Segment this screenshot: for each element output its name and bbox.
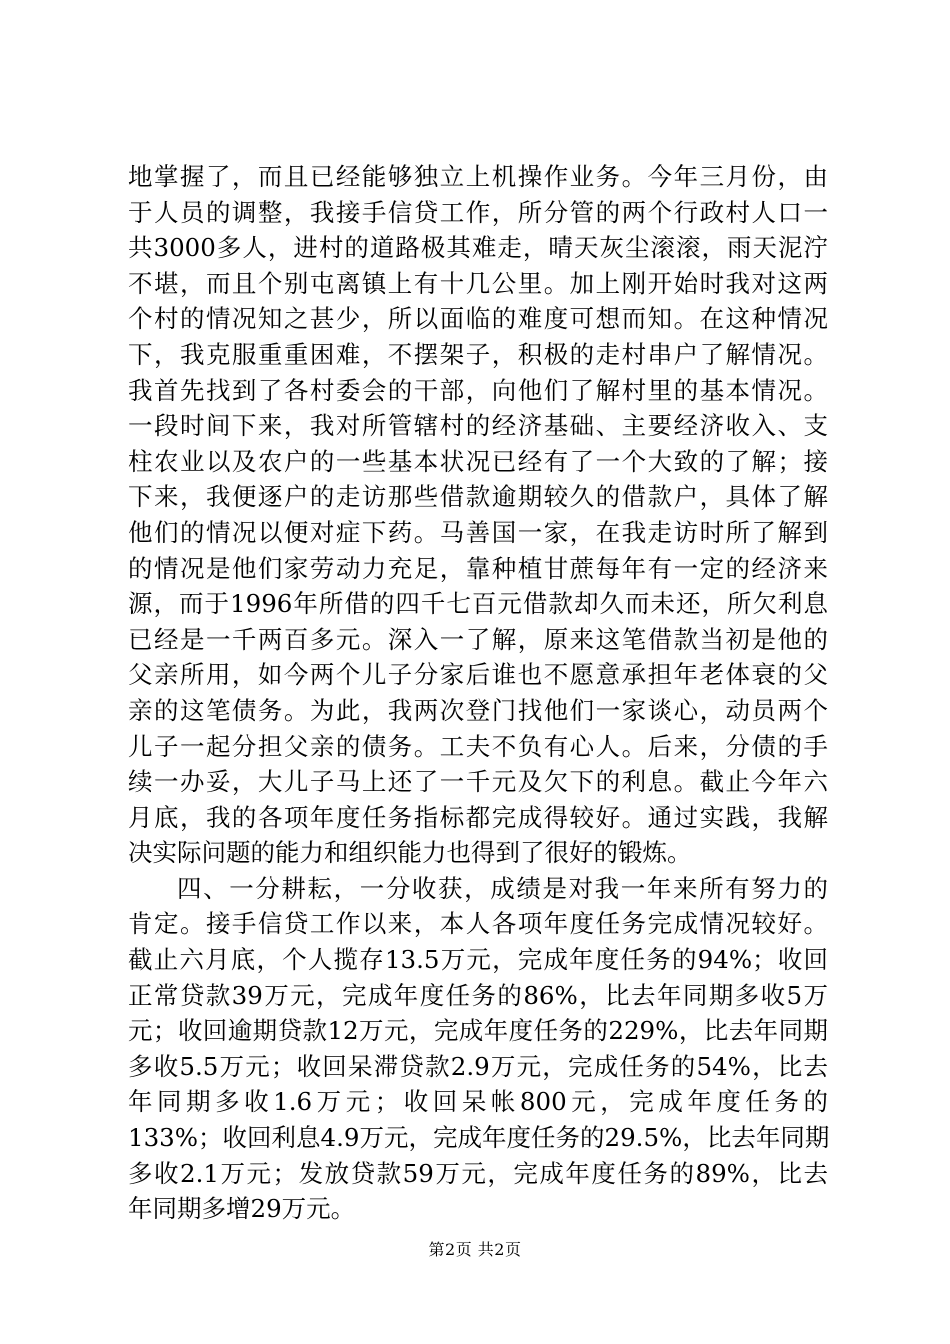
- text-line: 续一办妥，大儿子马上还了一千元及欠下的利息。截止今年六: [128, 767, 828, 797]
- text-line: 的情况是他们家劳动力充足，靠种植甘蔗每年有一定的经济来: [128, 553, 828, 583]
- text-line: 多收5.5万元；收回呆滞贷款2.9万元，完成任务的54%，比去: [128, 1051, 828, 1081]
- text-line: 我首先找到了各村委会的干部，向他们了解村里的基本情况。: [128, 375, 828, 405]
- text-line: 正常贷款39万元，完成年度任务的86%，比去年同期多收5万: [128, 980, 828, 1010]
- text-line: 多收2.1万元；发放贷款59万元，完成年度任务的89%，比去: [128, 1158, 828, 1188]
- text-line: 年同期多增29万元。: [128, 1194, 356, 1224]
- text-line: 年同期多收1.6万元；收回呆帐800元，完成年度任务的: [128, 1087, 828, 1117]
- text-line: 肯定。接手信贷工作以来，本人各项年度任务完成情况较好。: [128, 909, 828, 939]
- text-line: 月底，我的各项年度任务指标都完成得较好。通过实践，我解: [128, 802, 828, 832]
- document-body: [128, 159, 828, 1227]
- text-line: 柱农业以及农户的一些基本状况已经有了一个大致的了解；接: [128, 446, 828, 476]
- text-line: 截止六月底，个人揽存13.5万元，完成年度任务的94%；收回: [128, 945, 828, 975]
- text-line: 他们的情况以便对症下药。马善国一家，在我走访时所了解到: [128, 517, 828, 547]
- text-line: 133%；收回利息4.9万元，完成年度任务的29.5%，比去年同期: [128, 1123, 830, 1153]
- text-line: 儿子一起分担父亲的债务。工夫不负有心人。后来，分债的手: [128, 731, 828, 761]
- text-line: 四、一分耕耘，一分收获，成绩是对我一年来所有努力的: [177, 873, 828, 903]
- text-line: 下来，我便逐户的走访那些借款逾期较久的借款户，具体了解: [128, 482, 828, 512]
- text-line: 个村的情况知之甚少，所以面临的难度可想而知。在这种情况: [128, 304, 828, 334]
- paragraph-1: [128, 159, 828, 871]
- text-line: 已经是一千两百多元。深入一了解，原来这笔借款当初是他的: [128, 624, 828, 654]
- paragraph-2: [128, 871, 828, 1227]
- text-line: 父亲所用，如今两个儿子分家后谁也不愿意承担年老体衰的父: [128, 660, 828, 690]
- text-line: 下，我克服重重困难，不摆架子，积极的走村串户了解情况。: [128, 339, 828, 369]
- text-line: 决实际问题的能力和组织能力也得到了很好的锻炼。: [128, 838, 692, 868]
- text-line: 亲的这笔债务。为此，我两次登门找他们一家谈心，动员两个: [128, 695, 828, 725]
- text-line: 元；收回逾期贷款12万元，完成年度任务的229%，比去年同期: [128, 1016, 828, 1046]
- text-line: 不堪，而且个别屯离镇上有十几公里。加上刚开始时我对这两: [128, 268, 828, 298]
- text-line: 于人员的调整，我接手信贷工作，所分管的两个行政村人口一: [128, 197, 828, 227]
- text-line: 一段时间下来，我对所管辖村的经济基础、主要经济收入、支: [128, 411, 828, 441]
- text-line: 源，而于1996年所借的四千七百元借款却久而未还，所欠利息: [128, 589, 828, 619]
- page-footer: 第2页 共2页: [428, 1240, 522, 1259]
- text-line: 共3000多人，进村的道路极其难走，晴天灰尘滚滚，雨天泥泞: [128, 233, 828, 263]
- text-line: 地掌握了，而且已经能够独立上机操作业务。今年三月份，由: [128, 162, 828, 191]
